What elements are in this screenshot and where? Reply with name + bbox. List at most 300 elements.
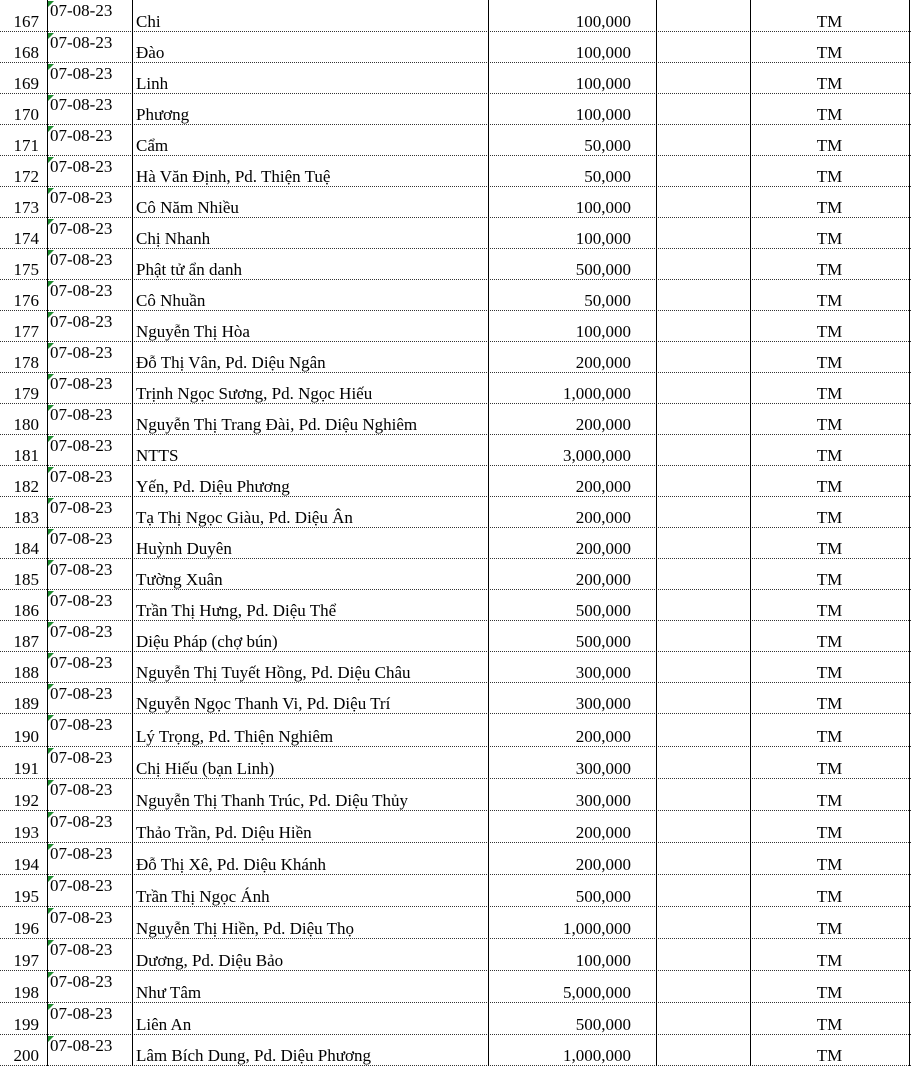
row-number[interactable] <box>0 779 47 811</box>
row-payment-method[interactable] <box>750 621 909 652</box>
row-amount[interactable] <box>488 971 656 1003</box>
row-number[interactable] <box>0 187 47 218</box>
row-payment-method[interactable] <box>750 907 909 939</box>
row-empty-cell[interactable] <box>656 590 750 621</box>
row-name[interactable] <box>132 218 488 249</box>
table-row <box>0 94 911 125</box>
row-amount[interactable] <box>488 156 656 187</box>
row-number[interactable] <box>0 497 47 528</box>
row-payment-method[interactable] <box>750 875 909 907</box>
cell-note-indicator-icon <box>48 560 54 566</box>
row-payment-method[interactable] <box>750 528 909 559</box>
row-amount-text: 500,000 <box>575 260 631 279</box>
row-name[interactable] <box>132 559 488 590</box>
row-name[interactable] <box>132 94 488 125</box>
row-payment-method[interactable] <box>750 652 909 683</box>
row-empty-cell[interactable] <box>656 875 750 907</box>
row-number[interactable] <box>0 843 47 875</box>
row-amount[interactable] <box>488 404 656 435</box>
row-name[interactable] <box>132 590 488 621</box>
row-number[interactable] <box>0 811 47 843</box>
row-amount-text: 1,000,000 <box>563 919 631 938</box>
row-amount-text: 500,000 <box>575 1015 631 1034</box>
row-number[interactable] <box>0 1035 47 1066</box>
row-number-text: 197 <box>13 951 39 970</box>
cell-note-indicator-icon <box>48 622 54 628</box>
row-number[interactable] <box>0 875 47 907</box>
row-number[interactable] <box>0 373 47 404</box>
row-empty-cell[interactable] <box>656 621 750 652</box>
row-date[interactable] <box>47 559 132 590</box>
row-date[interactable] <box>47 156 132 187</box>
row-empty-cell[interactable] <box>656 0 750 32</box>
cell-note-indicator-icon <box>48 844 54 850</box>
row-number[interactable] <box>0 94 47 125</box>
table-row <box>0 652 911 683</box>
row-amount-text: 50,000 <box>584 136 631 155</box>
row-amount[interactable] <box>488 559 656 590</box>
row-empty-cell[interactable] <box>656 32 750 63</box>
row-date[interactable] <box>47 466 132 497</box>
row-number-text: 186 <box>13 601 39 620</box>
row-name[interactable] <box>132 404 488 435</box>
row-date[interactable] <box>47 621 132 652</box>
row-name[interactable] <box>132 939 488 971</box>
row-empty-cell[interactable] <box>656 94 750 125</box>
row-date-text: 07-08-23 <box>50 591 113 610</box>
row-amount[interactable] <box>488 125 656 156</box>
row-number[interactable] <box>0 466 47 497</box>
row-amount-text: 5,000,000 <box>563 983 631 1002</box>
cell-note-indicator-icon <box>48 876 54 882</box>
row-payment-method-text: TM <box>816 229 843 248</box>
row-number[interactable] <box>0 528 47 559</box>
row-payment-method[interactable] <box>750 811 909 843</box>
row-date-text: 07-08-23 <box>50 908 113 927</box>
row-date[interactable] <box>47 435 132 466</box>
row-date[interactable] <box>47 187 132 218</box>
row-payment-method-text: TM <box>816 322 843 341</box>
row-number-text: 172 <box>13 167 39 186</box>
row-amount[interactable] <box>488 779 656 811</box>
row-name[interactable] <box>132 528 488 559</box>
row-number[interactable] <box>0 590 47 621</box>
row-date-text: 07-08-23 <box>50 684 113 703</box>
row-date[interactable] <box>47 497 132 528</box>
row-date-text: 07-08-23 <box>50 972 113 991</box>
row-date[interactable] <box>47 94 132 125</box>
row-amount-text: 200,000 <box>575 855 631 874</box>
row-payment-method[interactable] <box>750 843 909 875</box>
row-amount-text: 500,000 <box>575 632 631 651</box>
row-amount[interactable] <box>488 747 656 779</box>
row-amount[interactable] <box>488 714 656 747</box>
row-name-text: Dương, Pd. Diệu Bảo <box>136 951 284 970</box>
row-number[interactable] <box>0 621 47 652</box>
row-payment-method[interactable] <box>750 32 909 63</box>
column-divider <box>750 0 751 1066</box>
row-date[interactable] <box>47 373 132 404</box>
row-payment-method[interactable] <box>750 63 909 94</box>
row-empty-cell[interactable] <box>656 971 750 1003</box>
row-amount-text: 1,000,000 <box>563 384 631 403</box>
row-date[interactable] <box>47 218 132 249</box>
row-number[interactable] <box>0 218 47 249</box>
row-number[interactable] <box>0 971 47 1003</box>
row-number[interactable] <box>0 311 47 342</box>
column-divider <box>132 0 133 1066</box>
row-name[interactable] <box>132 811 488 843</box>
row-date-text: 07-08-23 <box>50 715 113 734</box>
row-date[interactable] <box>47 590 132 621</box>
table-row <box>0 843 911 875</box>
row-payment-method[interactable] <box>750 249 909 280</box>
row-name[interactable] <box>132 311 488 342</box>
row-payment-method[interactable] <box>750 218 909 249</box>
row-empty-cell[interactable] <box>656 939 750 971</box>
row-amount[interactable] <box>488 528 656 559</box>
row-date[interactable] <box>47 714 132 747</box>
row-empty-cell[interactable] <box>656 559 750 590</box>
row-date[interactable] <box>47 32 132 63</box>
row-payment-method[interactable] <box>750 187 909 218</box>
row-payment-method[interactable] <box>750 342 909 373</box>
row-name-text: Nguyễn Thị Thanh Trúc, Pd. Diệu Thủy <box>136 791 409 810</box>
row-number[interactable] <box>0 435 47 466</box>
row-name[interactable] <box>132 971 488 1003</box>
row-date[interactable] <box>47 404 132 435</box>
row-number[interactable] <box>0 683 47 714</box>
row-date[interactable] <box>47 249 132 280</box>
row-payment-method[interactable] <box>750 404 909 435</box>
table-row <box>0 528 911 559</box>
column-divider <box>488 0 489 1066</box>
row-payment-method-text: TM <box>816 694 843 713</box>
row-amount[interactable] <box>488 811 656 843</box>
row-empty-cell[interactable] <box>656 435 750 466</box>
row-name[interactable] <box>132 32 488 63</box>
cell-note-indicator-icon <box>48 748 54 754</box>
row-amount-text: 300,000 <box>575 663 631 682</box>
row-number[interactable] <box>0 559 47 590</box>
row-date[interactable] <box>47 63 132 94</box>
row-date[interactable] <box>47 779 132 811</box>
row-name[interactable] <box>132 621 488 652</box>
row-date[interactable] <box>47 652 132 683</box>
row-amount[interactable] <box>488 621 656 652</box>
row-number[interactable] <box>0 280 47 311</box>
row-amount[interactable] <box>488 683 656 714</box>
row-payment-method[interactable] <box>750 683 909 714</box>
row-payment-method[interactable] <box>750 94 909 125</box>
row-empty-cell[interactable] <box>656 63 750 94</box>
row-amount-text: 500,000 <box>575 887 631 906</box>
cell-note-indicator-icon <box>48 812 54 818</box>
row-name[interactable] <box>132 843 488 875</box>
row-amount[interactable] <box>488 590 656 621</box>
row-number-text: 193 <box>13 823 39 842</box>
row-date[interactable] <box>47 843 132 875</box>
row-payment-method-text: TM <box>816 508 843 527</box>
row-amount[interactable] <box>488 875 656 907</box>
row-amount[interactable] <box>488 280 656 311</box>
row-empty-cell[interactable] <box>656 311 750 342</box>
row-payment-method[interactable] <box>750 0 909 32</box>
row-date[interactable] <box>47 747 132 779</box>
row-date[interactable] <box>47 125 132 156</box>
row-payment-method[interactable] <box>750 559 909 590</box>
row-empty-cell[interactable] <box>656 683 750 714</box>
row-name-text: Chị Hiếu (bạn Linh) <box>136 759 275 778</box>
row-amount[interactable] <box>488 342 656 373</box>
row-amount[interactable] <box>488 907 656 939</box>
row-amount-text: 100,000 <box>575 43 631 62</box>
row-name-text: Nguyễn Thị Trang Đài, Pd. Diệu Nghiêm <box>136 415 418 434</box>
row-number[interactable] <box>0 32 47 63</box>
row-number-text: 174 <box>13 229 39 248</box>
row-number[interactable] <box>0 0 47 32</box>
row-empty-cell[interactable] <box>656 342 750 373</box>
row-payment-method[interactable] <box>750 373 909 404</box>
row-name[interactable] <box>132 779 488 811</box>
row-name-text: Tạ Thị Ngọc Giàu, Pd. Diệu Ân <box>136 508 353 527</box>
cell-note-indicator-icon <box>48 684 54 690</box>
table-row <box>0 435 911 466</box>
row-name[interactable] <box>132 1003 488 1035</box>
row-payment-method-text: TM <box>816 384 843 403</box>
row-payment-method-text: TM <box>816 291 843 310</box>
row-payment-method-text: TM <box>816 823 843 842</box>
cell-note-indicator-icon <box>48 498 54 504</box>
row-name[interactable] <box>132 435 488 466</box>
row-name[interactable] <box>132 0 488 32</box>
row-name[interactable] <box>132 125 488 156</box>
row-payment-method[interactable] <box>750 939 909 971</box>
row-empty-cell[interactable] <box>656 1003 750 1035</box>
row-empty-cell[interactable] <box>656 373 750 404</box>
row-amount[interactable] <box>488 1035 656 1066</box>
row-date[interactable] <box>47 311 132 342</box>
row-payment-method[interactable] <box>750 466 909 497</box>
row-name[interactable] <box>132 63 488 94</box>
row-amount[interactable] <box>488 939 656 971</box>
row-amount-text: 300,000 <box>575 791 631 810</box>
row-date[interactable] <box>47 811 132 843</box>
row-empty-cell[interactable] <box>656 156 750 187</box>
row-payment-method-text: TM <box>816 198 843 217</box>
row-name-text: Lâm Bích Dung, Pd. Diệu Phương <box>136 1046 371 1065</box>
row-name-text: Phật tử ẩn danh <box>136 260 243 279</box>
row-name[interactable] <box>132 747 488 779</box>
row-date[interactable] <box>47 971 132 1003</box>
row-empty-cell[interactable] <box>656 528 750 559</box>
row-name[interactable] <box>132 466 488 497</box>
row-number[interactable] <box>0 125 47 156</box>
row-amount[interactable] <box>488 497 656 528</box>
row-number[interactable] <box>0 907 47 939</box>
row-number-text: 181 <box>13 446 39 465</box>
row-amount[interactable] <box>488 94 656 125</box>
row-empty-cell[interactable] <box>656 1035 750 1066</box>
row-amount[interactable] <box>488 63 656 94</box>
row-amount-text: 100,000 <box>575 74 631 93</box>
row-number-text: 189 <box>13 694 39 713</box>
row-amount-text: 100,000 <box>575 951 631 970</box>
row-name[interactable] <box>132 875 488 907</box>
row-amount[interactable] <box>488 466 656 497</box>
row-date-text: 07-08-23 <box>50 748 113 767</box>
row-payment-method[interactable] <box>750 280 909 311</box>
row-number[interactable] <box>0 939 47 971</box>
row-amount[interactable] <box>488 187 656 218</box>
row-date-text: 07-08-23 <box>50 529 113 548</box>
row-empty-cell[interactable] <box>656 779 750 811</box>
row-empty-cell[interactable] <box>656 125 750 156</box>
row-number[interactable] <box>0 1003 47 1035</box>
row-amount[interactable] <box>488 373 656 404</box>
row-name[interactable] <box>132 373 488 404</box>
row-amount[interactable] <box>488 435 656 466</box>
row-payment-method[interactable] <box>750 779 909 811</box>
row-payment-method[interactable] <box>750 1035 909 1066</box>
row-empty-cell[interactable] <box>656 404 750 435</box>
row-number-text: 192 <box>13 791 39 810</box>
row-empty-cell[interactable] <box>656 249 750 280</box>
cell-note-indicator-icon <box>48 250 54 256</box>
row-name[interactable] <box>132 156 488 187</box>
row-amount[interactable] <box>488 311 656 342</box>
table-row <box>0 1003 911 1035</box>
row-empty-cell[interactable] <box>656 811 750 843</box>
row-name-text: Nguyễn Thị Tuyết Hồng, Pd. Diệu Châu <box>136 663 411 682</box>
row-number-text: 171 <box>13 136 39 155</box>
row-empty-cell[interactable] <box>656 280 750 311</box>
row-amount-text: 200,000 <box>575 353 631 372</box>
row-date-text: 07-08-23 <box>50 374 113 393</box>
row-number-text: 180 <box>13 415 39 434</box>
row-payment-method-text: TM <box>816 759 843 778</box>
row-name[interactable] <box>132 497 488 528</box>
table-row <box>0 63 911 94</box>
row-empty-cell[interactable] <box>656 843 750 875</box>
cell-note-indicator-icon <box>48 908 54 914</box>
table-row <box>0 621 911 652</box>
row-empty-cell[interactable] <box>656 497 750 528</box>
cell-note-indicator-icon <box>48 405 54 411</box>
row-date[interactable] <box>47 342 132 373</box>
row-number[interactable] <box>0 63 47 94</box>
row-number[interactable] <box>0 156 47 187</box>
row-name[interactable] <box>132 280 488 311</box>
row-number-text: 185 <box>13 570 39 589</box>
row-payment-method[interactable] <box>750 971 909 1003</box>
row-number[interactable] <box>0 249 47 280</box>
row-amount[interactable] <box>488 1003 656 1035</box>
table-row <box>0 187 911 218</box>
row-name-text: Hà Văn Định, Pd. Thiện Tuệ <box>136 167 331 186</box>
cell-note-indicator-icon <box>48 436 54 442</box>
row-empty-cell[interactable] <box>656 714 750 747</box>
row-payment-method[interactable] <box>750 590 909 621</box>
row-amount[interactable] <box>488 0 656 32</box>
row-name-text: Nguyễn Thị Hiền, Pd. Diệu Thọ <box>136 919 354 938</box>
row-amount-text: 300,000 <box>575 759 631 778</box>
row-empty-cell[interactable] <box>656 466 750 497</box>
row-payment-method-text: TM <box>816 43 843 62</box>
row-date[interactable] <box>47 280 132 311</box>
row-date-text: 07-08-23 <box>50 1036 113 1055</box>
row-empty-cell[interactable] <box>656 218 750 249</box>
row-amount[interactable] <box>488 843 656 875</box>
row-payment-method[interactable] <box>750 311 909 342</box>
row-date[interactable] <box>47 1003 132 1035</box>
row-payment-method-text: TM <box>816 983 843 1002</box>
row-empty-cell[interactable] <box>656 652 750 683</box>
row-date-text: 07-08-23 <box>50 188 113 207</box>
row-date[interactable] <box>47 939 132 971</box>
row-payment-method[interactable] <box>750 714 909 747</box>
row-payment-method[interactable] <box>750 1003 909 1035</box>
row-name[interactable] <box>132 342 488 373</box>
row-payment-method[interactable] <box>750 747 909 779</box>
row-empty-cell[interactable] <box>656 747 750 779</box>
table-row <box>0 218 911 249</box>
row-payment-method[interactable] <box>750 125 909 156</box>
row-name[interactable] <box>132 652 488 683</box>
row-number[interactable] <box>0 747 47 779</box>
row-number[interactable] <box>0 404 47 435</box>
row-amount-text: 200,000 <box>575 477 631 496</box>
row-name[interactable] <box>132 249 488 280</box>
row-name-text: Đỗ Thị Vân, Pd. Diệu Ngân <box>136 353 326 372</box>
row-name-text: Trần Thị Ngọc Ánh <box>136 887 270 906</box>
cell-note-indicator-icon <box>48 780 54 786</box>
cell-note-indicator-icon <box>48 343 54 349</box>
row-amount[interactable] <box>488 32 656 63</box>
row-name[interactable] <box>132 1035 488 1066</box>
row-payment-method[interactable] <box>750 435 909 466</box>
row-amount-text: 200,000 <box>575 823 631 842</box>
row-number[interactable] <box>0 342 47 373</box>
row-amount-text: 100,000 <box>575 105 631 124</box>
row-amount[interactable] <box>488 218 656 249</box>
row-number[interactable] <box>0 714 47 747</box>
cell-note-indicator-icon <box>48 126 54 132</box>
row-date[interactable] <box>47 0 132 32</box>
row-date-text: 07-08-23 <box>50 343 113 362</box>
row-number-text: 177 <box>13 322 39 341</box>
row-payment-method[interactable] <box>750 156 909 187</box>
row-name-text: Đào <box>136 43 165 62</box>
row-empty-cell[interactable] <box>656 907 750 939</box>
row-name[interactable] <box>132 907 488 939</box>
row-date[interactable] <box>47 875 132 907</box>
row-date[interactable] <box>47 528 132 559</box>
row-amount[interactable] <box>488 652 656 683</box>
row-number[interactable] <box>0 652 47 683</box>
row-name[interactable] <box>132 187 488 218</box>
row-name[interactable] <box>132 683 488 714</box>
row-empty-cell[interactable] <box>656 187 750 218</box>
row-name-text: Diệu Pháp (chợ bún) <box>136 632 278 651</box>
row-amount[interactable] <box>488 249 656 280</box>
row-date[interactable] <box>47 1035 132 1066</box>
row-name[interactable] <box>132 714 488 747</box>
row-date[interactable] <box>47 907 132 939</box>
row-date[interactable] <box>47 683 132 714</box>
row-number-text: 196 <box>13 919 39 938</box>
row-payment-method[interactable] <box>750 497 909 528</box>
